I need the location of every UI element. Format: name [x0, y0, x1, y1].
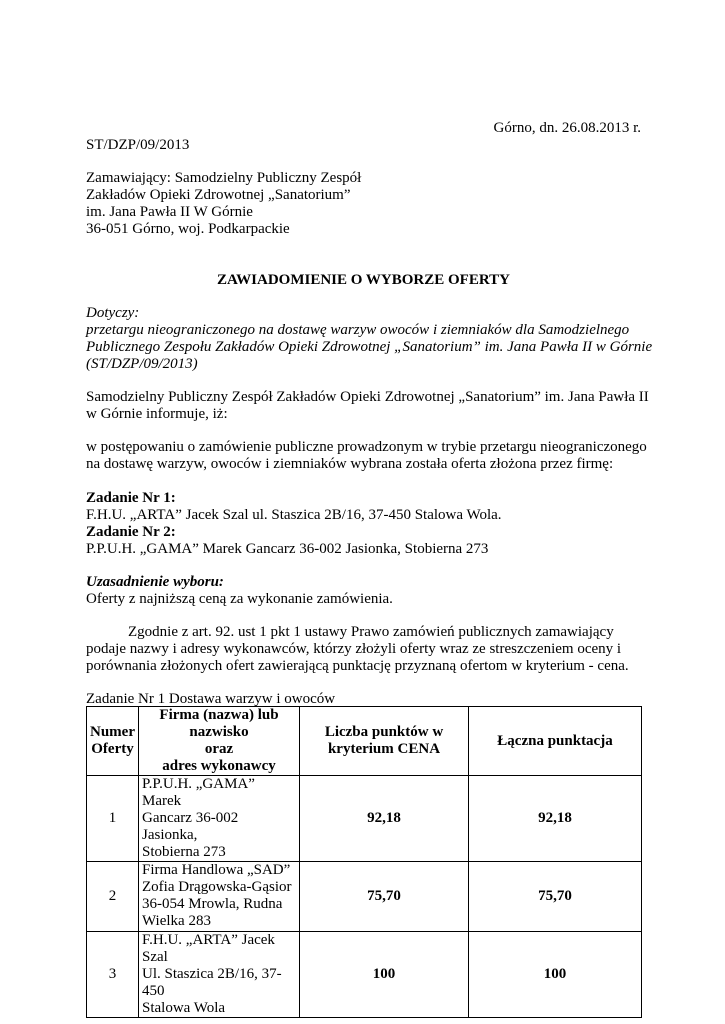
header-number [87, 707, 139, 776]
row-points: 75,70 [300, 862, 469, 932]
header-firm [139, 707, 300, 776]
firm-line: 36-054 Mrowla, Rudna [142, 896, 283, 912]
authority-line-1: Zamawiający: Samodzielny Publiczny Zespół [86, 170, 362, 186]
firm-line: Firma Handlowa „SAD” [142, 862, 291, 878]
table-row [87, 862, 642, 932]
task-1-winner: F.H.U. „ARTA” Jacek Szal ul. Staszica 2B/16, 37-450 Stalowa Wola. [86, 507, 502, 523]
subject-line-2: Publicznego Zespołu Zakładów Opieki Zdrowotnej „Sanatorium” im. Jana Pawła II w Górnie [86, 339, 653, 355]
header-total: Łączna punktacja [469, 707, 642, 776]
selection-line-1: w postępowaniu o zamówienie publiczne prowadzonym w trybie przetargu nieograniczonego [86, 439, 647, 455]
legal-basis-line-1: Zgodnie z art. 92. ust 1 pkt 1 ustawy Prawo zamówień publicznych zamawiający [128, 624, 614, 640]
subject-line-3: (ST/DZP/09/2013) [86, 356, 198, 372]
table-caption: Zadanie Nr 1 Dostawa warzyw i owoców [86, 691, 336, 707]
header-firm-line: adres wykonawcy [162, 758, 276, 774]
firm-line: Ul. Staszica 2B/16, 37-450 [142, 966, 282, 999]
row-points: 92,18 [300, 776, 469, 862]
header-points-line: kryterium CENA [327, 741, 441, 757]
row-firm [139, 776, 300, 862]
header-firm-line: oraz [204, 741, 234, 757]
legal-basis-line-3: porównania złożonych ofert zawierającą punktację przyznaną ofertom w kryterium - cena. [86, 658, 629, 674]
authority-line-4: 36-051 Górno, woj. Podkarpackie [86, 221, 290, 237]
subject-line-1: przetargu nieograniczonego na dostawę warzyw owoców i ziemniaków dla Samodzielnego [86, 322, 630, 338]
selection-line-2: na dostawę warzyw, owoców i ziemniaków wybrana została oferta złożona przez firmę: [86, 456, 614, 472]
task-1-label: Zadanie Nr 1: [86, 490, 176, 506]
date-line: Górno, dn. 26.08.2013 r. [493, 120, 641, 136]
header-firm-line: Firma (nazwa) lub nazwisko [159, 707, 279, 740]
subject-label: Dotyczy: [86, 305, 140, 321]
intro-line-1: Samodzielny Publiczny Zespół Zakładów Opieki Zdrowotnej „Sanatorium” im. Jana Pawła II [86, 389, 649, 405]
row-total: 100 [469, 932, 642, 1018]
task-2-label: Zadanie Nr 2: [86, 524, 176, 540]
authority-line-3: im. Jana Pawła II W Górnie [86, 204, 253, 220]
row-points: 100 [300, 932, 469, 1018]
row-firm [139, 932, 300, 1018]
reference-number: ST/DZP/09/2013 [86, 137, 190, 153]
row-total: 92,18 [469, 776, 642, 862]
authority-line-2: Zakładów Opieki Zdrowotnej „Sanatorium” [86, 187, 351, 203]
row-number: 1 [87, 776, 139, 862]
header-points-line: Liczba punktów w [324, 724, 444, 740]
header-number-line: Oferty [91, 741, 134, 757]
row-number: 2 [87, 862, 139, 932]
firm-line: Zofia Drągowska-Gąsior [142, 879, 292, 895]
intro-line-2: w Górnie informuje, iż: [86, 406, 228, 422]
firm-line: Stobierna 273 [142, 844, 226, 860]
justification-text: Oferty z najniższą ceną za wykonanie zamówienia. [86, 591, 393, 607]
task-2-winner: P.P.U.H. „GAMA” Marek Gancarz 36-002 Jasionka, Stobierna 273 [86, 541, 489, 557]
document-title: ZAWIADOMIENIE O WYBORZE OFERTY [217, 272, 510, 288]
firm-line: Wielka 283 [142, 913, 211, 929]
firm-line: P.P.U.H. „GAMA” Marek [142, 776, 255, 809]
row-firm [139, 862, 300, 932]
header-number-line: Numer [90, 724, 135, 740]
justification-label: Uzasadnienie wyboru: [86, 574, 224, 590]
row-number: 3 [87, 932, 139, 1018]
legal-basis-line-2: podaje nazwy i adresy wykonawców, którzy złożyli oferty wraz ze streszczeniem oceny i [86, 641, 622, 657]
firm-line: Stalowa Wola [142, 1000, 226, 1016]
firm-line: F.H.U. „ARTA” Jacek Szal [142, 932, 275, 965]
table-row [87, 932, 642, 1018]
row-total: 75,70 [469, 862, 642, 932]
table-header-row [87, 707, 642, 776]
results-table [86, 706, 642, 1018]
table-row [87, 776, 642, 862]
firm-line: Gancarz 36-002 Jasionka, [142, 810, 239, 843]
header-points [300, 707, 469, 776]
